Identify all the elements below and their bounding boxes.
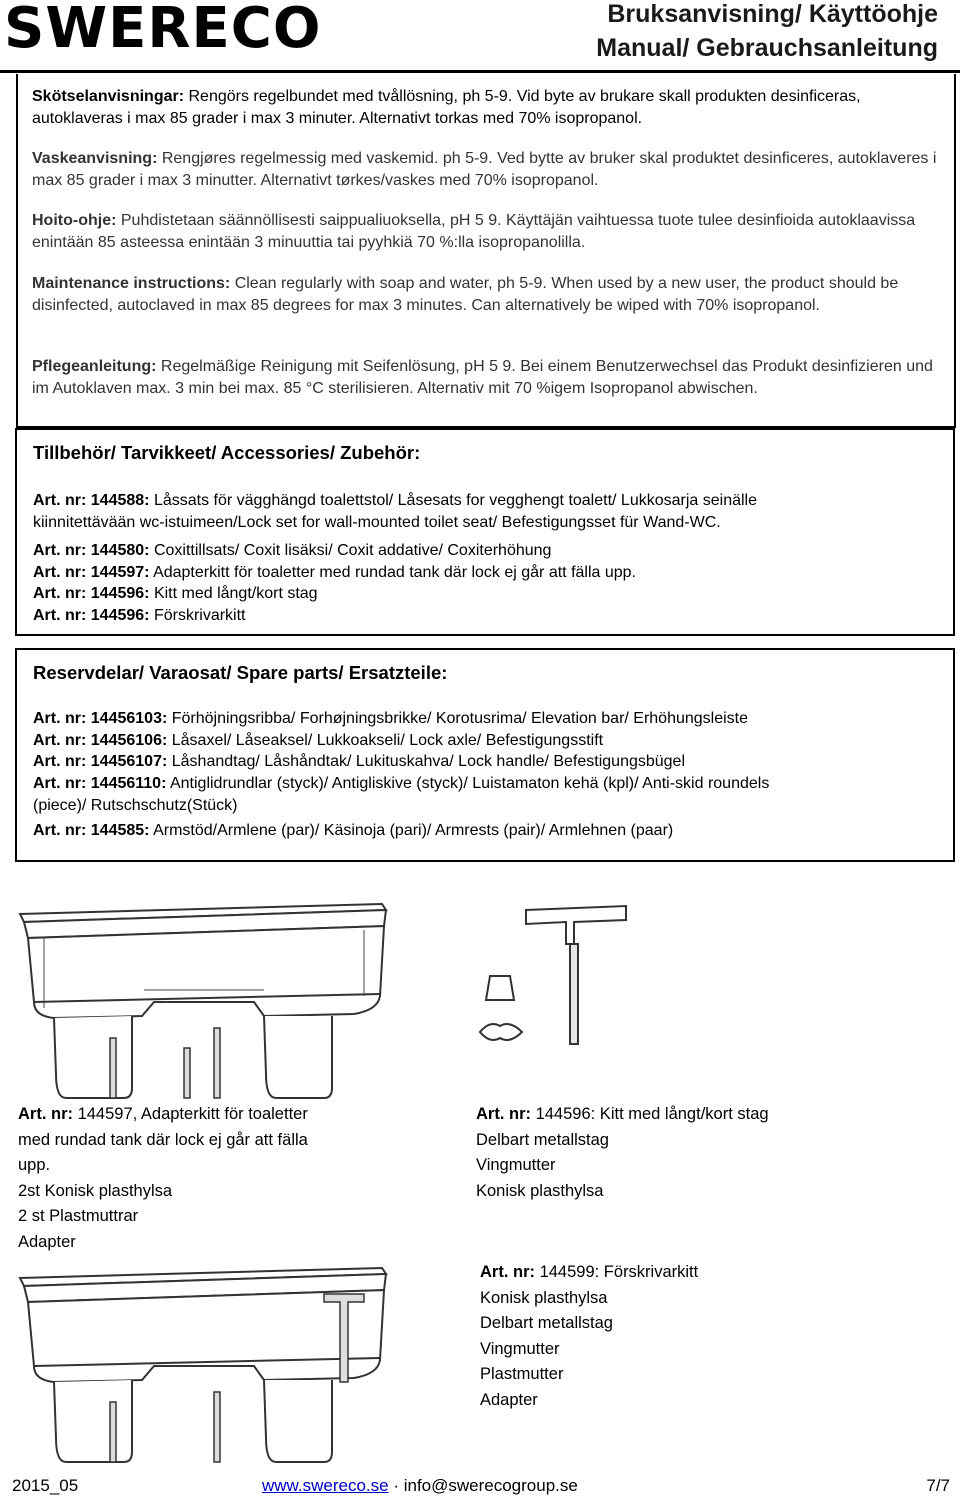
spare-part-line: [33, 820, 673, 842]
spare-parts-title: Reservdelar/ Varaosat/ Spare parts/ Ersatzteile:: [33, 662, 448, 683]
accessories-title: Tillbehör/ Tarvikkeet/ Accessories/ Zubehör:: [33, 442, 421, 463]
art-nr-label: Art. nr: 14456103:: [33, 710, 168, 727]
art-nr-label: Art. nr: 144585:: [33, 822, 150, 839]
adapter-kit-illustration: [14, 898, 394, 1103]
accessory-line: [33, 512, 721, 534]
caption-text: 144597, Adapterkitt för toaletter: [73, 1105, 308, 1123]
caption-line: upp.: [18, 1156, 51, 1174]
adapter-kit-illustration-2: [14, 1262, 394, 1472]
caption-text: 144596: Kitt med långt/kort stag: [531, 1105, 769, 1123]
care-label-sv: Skötselanvisningar:: [32, 88, 185, 105]
brand-logo: SWERECO: [4, 0, 322, 61]
care-text-fi: Puhdistetaan säännöllisesti saippualiuoksella, pH 5 9. Käyttäjän vaihtuessa tuote tulee desinfioida autoklaavissa enintään 85 asteessa enintään 3 minuuttia tai pyyhkiä 70 %:lla isopropanolilla.: [32, 212, 916, 251]
care-paragraph-sv: [32, 86, 952, 130]
caption-long-short-kit: [476, 1102, 769, 1204]
care-label-de: Pflegeanleitung:: [32, 358, 157, 375]
footer-date: 2015_05: [12, 1476, 79, 1495]
caption-line: [18, 1102, 308, 1128]
art-nr-label: Art. nr: 14456106:: [33, 732, 168, 749]
spare-part-line: [33, 773, 769, 795]
art-nr-label: Art. nr: 144588:: [33, 492, 150, 509]
website-link[interactable]: www.swereco.se: [262, 1476, 389, 1495]
caption-line: Plastmutter: [480, 1365, 564, 1383]
caption-line: Konisk plasthylsa: [476, 1181, 604, 1200]
art-nr-label: Art. nr: 144580:: [33, 542, 150, 559]
care-paragraph-fi: [32, 210, 952, 254]
accessory-text: Coxittillsats/ Coxit lisäksi/ Coxit addative/ Coxiterhöhung: [149, 542, 552, 559]
caption-line: Vingmutter: [480, 1339, 560, 1358]
care-paragraph-no: [32, 148, 952, 192]
art-nr-label: Art. nr:: [476, 1105, 531, 1123]
art-nr-label: Art. nr: 144596:: [33, 585, 150, 602]
art-nr-label: Art. nr:: [18, 1105, 73, 1123]
care-instructions-box: [16, 74, 956, 428]
spare-part-line: [33, 730, 603, 752]
caption-line: Adapter: [18, 1232, 76, 1251]
caption-line: Delbart metallstag: [480, 1314, 613, 1332]
page-number: 7/7: [926, 1476, 950, 1495]
caption-adapter-kit: [18, 1102, 308, 1255]
footer-contact: [262, 1476, 578, 1496]
accessory-line: [33, 583, 318, 605]
accessory-line: [33, 562, 636, 584]
caption-line: [480, 1260, 698, 1286]
caption-text: 144599: Förskrivarkitt: [535, 1263, 699, 1281]
art-nr-label: Art. nr:: [480, 1263, 535, 1281]
spare-part-text: (piece)/ Rutschschutz(Stück): [33, 797, 238, 814]
accessory-text: kiinnitettävään wc-istuimeen/Lock set for wall-mounted toilet seat/ Befestigungsset für Wand-WC.: [33, 514, 721, 531]
spare-part-text: Förhöjningsribba/ Forhøjningsbrikke/ Korotusrima/ Elevation bar/ Erhöhungsleiste: [167, 710, 749, 727]
spare-parts-box: [15, 648, 955, 862]
spare-part-text: Låsaxel/ Låseaksel/ Lukkoakseli/ Lock axle/ Befestigungsstift: [167, 732, 604, 749]
spare-part-line: [33, 751, 685, 773]
care-text-no: Rengjøres regelmessig med vaskemid. ph 5-9. Ved bytte av bruker skal produktet desinficeres, autoklaveres i max 85 grader i max 3 minutter. Alternativt tørkes/vaskes med 70% isopropanol.: [32, 150, 937, 189]
caption-line: 2 st Plastmuttrar: [18, 1207, 139, 1225]
care-text-sv: Rengörs regelbundet med tvållösning, ph 5-9. Vid byte av brukare skall produkten desinficeras, autoklaveras i max 85 grader i max 3 minuter. Alternativt torkas med 70% isopropanol.: [32, 88, 861, 127]
caption-line: Delbart metallstag: [476, 1130, 609, 1149]
header-rule: [0, 70, 960, 73]
care-label-fi: Hoito-ohje:: [32, 212, 117, 229]
caption-line: Vingmutter: [476, 1156, 556, 1174]
accessory-text: Låssats för vägghängd toalettstol/ Låsesats for vegghengt toalett/ Lukkosarja seinälle: [149, 492, 757, 509]
email-text[interactable]: info@swerecogroup.se: [403, 1476, 578, 1495]
art-nr-label: Art. nr: 144597:: [33, 564, 150, 581]
art-nr-label: Art. nr: 144596:: [33, 607, 150, 624]
care-text-de: Regelmäßige Reinigung mit Seifenlösung, pH 5 9. Bei einem Benutzerwechsel das Produkt desinfizieren und im Autoklaven max. 3 min bei max. 85 °C sterilisieren. Alternativ mit 70 %igem Isopropanol abwischen.: [32, 358, 933, 397]
footer-separator: ·: [388, 1476, 404, 1495]
accessory-line: [33, 490, 757, 512]
hardware-illustration: [470, 904, 640, 1054]
accessory-text: Förskrivarkitt: [149, 607, 246, 624]
care-paragraph-de: [32, 356, 952, 400]
spare-part-line: [33, 795, 238, 817]
care-text-en: Clean regularly with soap and water, ph 5-9. When used by a new user, the product should be disinfected, autoclaved in max 85 degrees for max 3 minutes. Can alternatively be wiped with 70% isopropanol.: [32, 275, 899, 314]
art-nr-label: Art. nr: 14456107:: [33, 753, 168, 770]
caption-line: [476, 1102, 769, 1128]
spare-part-text: Armstöd/Armlene (par)/ Käsinoja (pari)/ Armrests (pair)/ Armlehnen (paar): [149, 822, 674, 839]
care-label-en: Maintenance instructions:: [32, 275, 231, 292]
accessory-line: [33, 540, 551, 562]
accessories-box: [15, 428, 955, 636]
caption-line: 2st Konisk plasthylsa: [18, 1181, 173, 1200]
spare-part-text: Låshandtag/ Låshåndtak/ Lukituskahva/ Lock handle/ Befestigungsbügel: [167, 753, 686, 770]
art-nr-label: Art. nr: 14456110:: [33, 775, 167, 792]
doc-title-line2: Manual/ Gebrauchsanleitung: [596, 34, 938, 62]
caption-prescriber-kit: [480, 1260, 698, 1413]
accessory-text: Kitt med långt/kort stag: [149, 585, 318, 602]
spare-part-line: [33, 708, 748, 730]
spare-part-text: Antiglidrundlar (styck)/ Antigliskive (styck)/ Luistamaton kehä (kpl)/ Anti-skid roundels: [166, 775, 770, 792]
accessory-line: [33, 605, 246, 627]
caption-line: med rundad tank där lock ej går att fälla: [18, 1130, 308, 1149]
caption-line: Adapter: [480, 1390, 538, 1409]
care-label-no: Vaskeanvisning:: [32, 150, 158, 167]
care-paragraph-en: [32, 273, 952, 317]
caption-line: Konisk plasthylsa: [480, 1288, 608, 1307]
accessory-text: Adapterkitt för toaletter med rundad tank där lock ej går att fälla upp.: [149, 564, 636, 581]
doc-title-line1: Bruksanvisning/ Käyttöohje: [607, 0, 938, 28]
